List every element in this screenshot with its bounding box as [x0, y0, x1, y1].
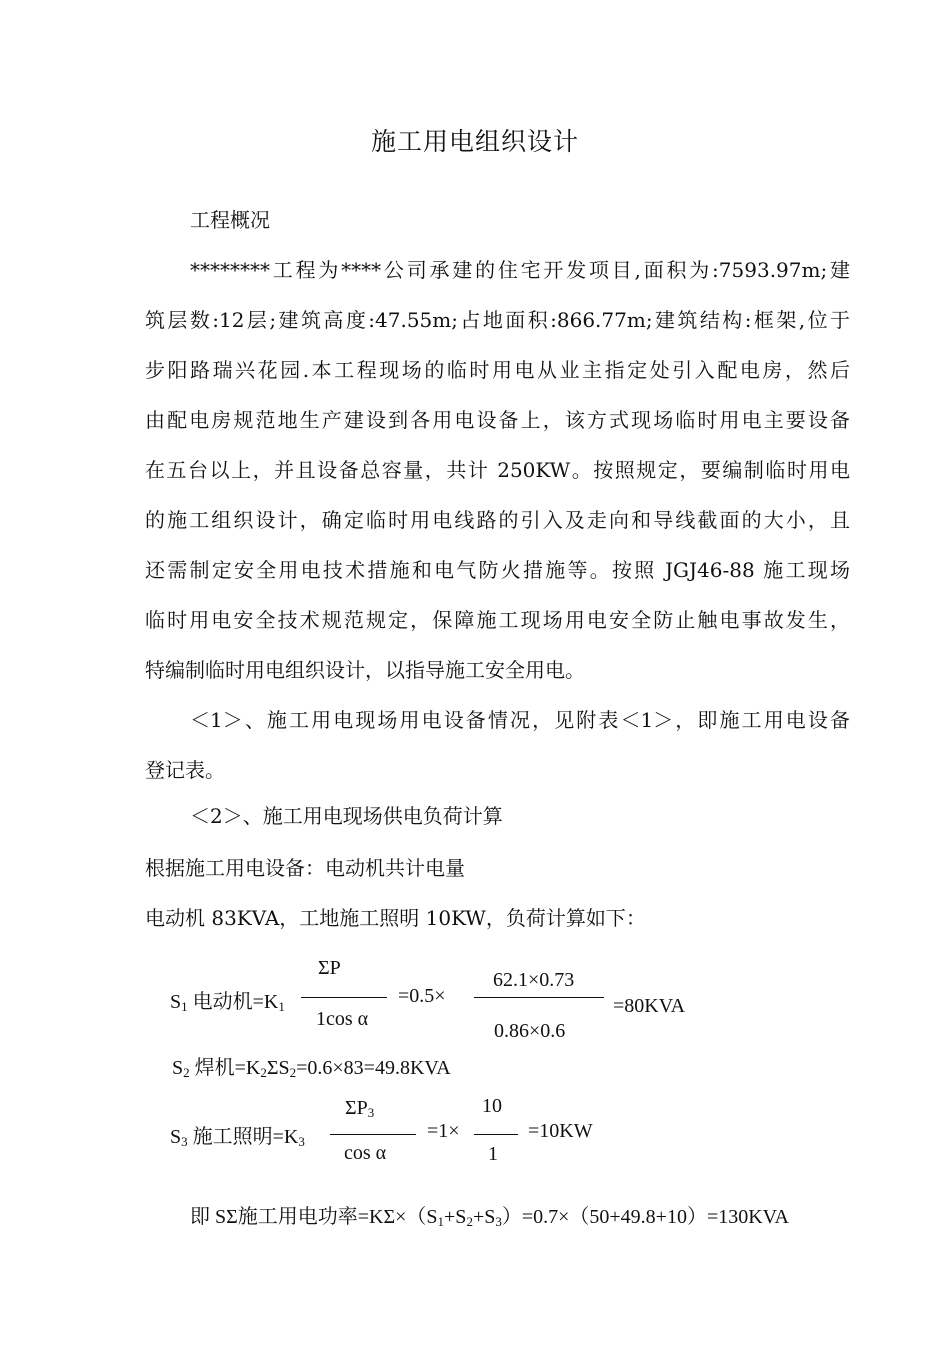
formula3-denominator: cos α: [344, 1142, 387, 1164]
formula1-fraction-bar-2: [474, 997, 604, 998]
para1-line-2: 筑层数:12层;建筑高度:47.55m;占地面积:866.77m;建筑结构:框架,位于: [145, 308, 850, 332]
formula1-numerator-2: 62.1×0.73: [493, 969, 575, 991]
para1-line-8: 临时用电安全技术规范规定，保障施工现场用电安全防止触电事故发生，: [145, 608, 850, 632]
para1-line-7: 还需制定安全用电技术措施和电气防火措施等。按照 JGJ46-88 施工现场: [145, 558, 850, 582]
formula1-fraction-bar: [301, 997, 387, 998]
basis-line-2: 电动机 83KVA，工地施工照明 10KW，负荷计算如下：: [145, 906, 646, 930]
formula1-result: =80KVA: [613, 995, 686, 1017]
formula2: $S_2$ 焊机$=K_2\Sigma S_2=0.6\times 83=49.8KVA$: [172, 1057, 451, 1080]
formula3-result: =10KW: [528, 1120, 593, 1142]
formula1-denominator-2: 0.86×0.6: [494, 1020, 566, 1042]
formula1-numerator: ΣP: [318, 957, 341, 979]
item2-heading: ＜2＞、施工用电现场供电负荷计算: [190, 804, 503, 828]
formula3-fraction-bar-2: [474, 1134, 518, 1135]
formula4-total-power: 即 SΣ施工用电功率$=K\Sigma\times(S_1+S_2+S_3)=0.7\times(50+49.8+10)=130KVA$: [190, 1206, 789, 1229]
formula1-denominator: 1cos α: [316, 1008, 369, 1030]
item1-line-1: ＜1＞、施工用电现场用电设备情况，见附表＜1＞，即施工用电设备: [190, 708, 850, 732]
formula3-lhs: $S_3$ 施工照明$=K_3$: [170, 1126, 305, 1149]
document-title: 施工用电组织设计: [370, 127, 579, 156]
para1-line-1: ********工程为****公司承建的住宅开发项目,面积为:7593.97m;建: [190, 258, 850, 282]
basis-line-1: 根据施工用电设备：电动机共计电量: [145, 856, 465, 880]
formula1-lhs: $S_1$ 电动机$=K_1$: [170, 991, 285, 1014]
para1-line-9: 特编制临时用电组织设计，以指导施工安全用电。: [145, 658, 585, 682]
formula3-fraction-bar: [330, 1134, 416, 1135]
para1-line-3: 步阳路瑞兴花园.本工程现场的临时用电从业主指定处引入配电房，然后: [145, 358, 850, 382]
formula3-multiplier: =1×: [427, 1120, 460, 1142]
formula3-numerator: $\Sigma P_3$: [345, 1097, 375, 1120]
para1-line-5: 在五台以上，并且设备总容量，共计 250KW。按照规定，要编制临时用电: [145, 458, 850, 482]
formula1-multiplier: =0.5×: [398, 985, 446, 1007]
item1-line-2: 登记表。: [145, 758, 225, 782]
formula3-numerator-2: 10: [482, 1095, 502, 1117]
section-heading: 工程概况: [190, 208, 270, 232]
para1-line-6: 的施工组织设计，确定临时用电线路的引入及走向和导线截面的大小，且: [145, 508, 850, 532]
formula3-denominator-2: 1: [488, 1143, 498, 1165]
para1-line-4: 由配电房规范地生产建设到各用电设备上，该方式现场临时用电主要设备: [145, 408, 850, 432]
